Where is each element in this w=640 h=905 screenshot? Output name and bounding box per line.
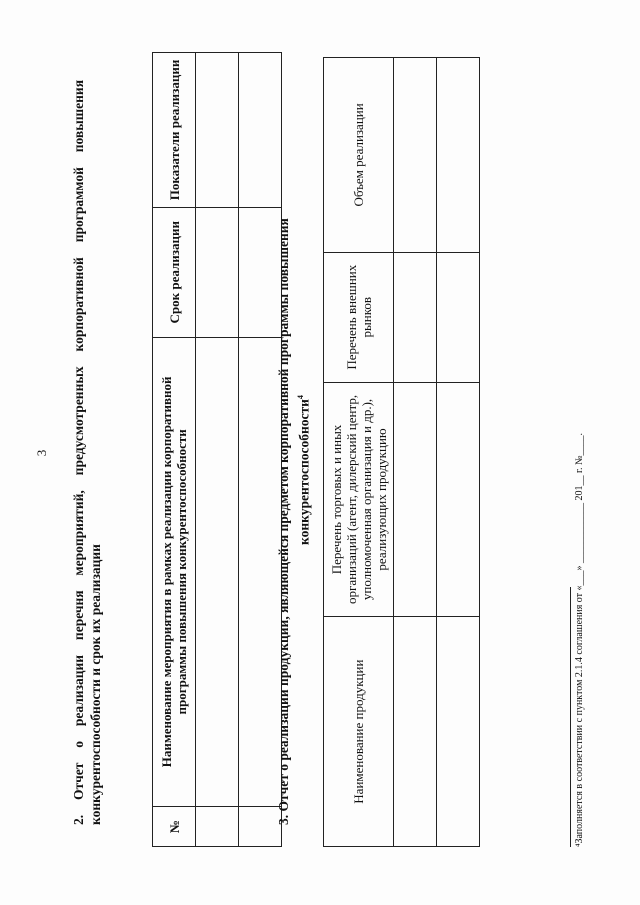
section-2-table xyxy=(152,52,282,847)
column-header-number: № xyxy=(153,807,196,847)
section-3-heading-line2: конкурентоспособности xyxy=(296,399,312,545)
table-header-row xyxy=(153,53,196,847)
table-row xyxy=(437,58,480,847)
table-cell xyxy=(196,53,239,208)
section-3-heading-line1: 3. Отчет о реализации продукции, являющейся предметом корпоративной программы повышения xyxy=(276,218,291,825)
table-cell xyxy=(437,252,480,382)
table-cell xyxy=(394,58,437,253)
table-cell xyxy=(196,207,239,337)
table-cell xyxy=(437,58,480,253)
table-cell xyxy=(437,382,480,617)
section-2-heading: 2. Отчет о реализации перечня мероприятий, предусмотренных корпоративной программой повышения конкурентоспособности и срок их реализации xyxy=(71,80,103,825)
table-cell xyxy=(196,807,239,847)
table-cell xyxy=(394,252,437,382)
table-cell xyxy=(196,337,239,806)
section-3-heading-line2-wrap xyxy=(292,80,313,825)
column-header-product-name: Наименование продукции xyxy=(324,617,394,847)
column-header-indicators: Показатели реализации xyxy=(153,53,196,208)
column-header-activity-name: Наименование мероприятия в рамках реализации корпоративной программы повышения конкурентоспособности xyxy=(153,337,196,806)
table-cell xyxy=(437,617,480,847)
table-row xyxy=(196,53,239,847)
page-number: 3 xyxy=(34,449,49,457)
column-header-sales-volume: Объем реализации xyxy=(324,58,394,253)
footnote-marker: 4 xyxy=(296,395,305,400)
footnote-divider xyxy=(570,587,571,847)
section-3-heading xyxy=(275,80,313,825)
footnote: ⁴Заполняется в соответствии с пунктом 2.1.4 соглашения от «___» ____________ 201__ г. №____. xyxy=(574,432,585,847)
table-header-row xyxy=(324,58,394,847)
table-row xyxy=(394,58,437,847)
column-header-external-markets: Перечень внешних рынков xyxy=(324,252,394,382)
section-3-table xyxy=(323,57,480,847)
table-cell xyxy=(394,617,437,847)
column-header-deadline: Срок реализации xyxy=(153,207,196,337)
table-cell xyxy=(394,382,437,617)
column-header-trade-organizations: Перечень торговых и иных организаций (агент, дилерский центр, уполномоченная организация и др.), реализующих продукцию xyxy=(324,382,394,617)
